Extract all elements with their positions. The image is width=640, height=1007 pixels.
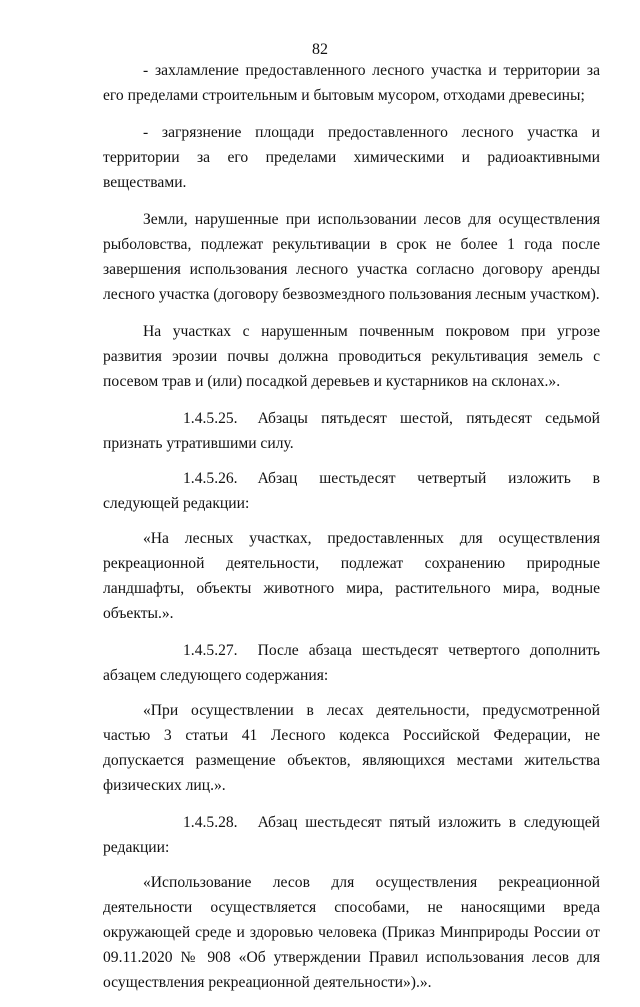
paragraph-recreation-methods: «Использование лесов для осуществления рекреационной деятельности осуществляется способами, не наносящими вреда окружающей среде и здоровью человека (Приказ Минприроды России от 09.11.2020 № 908 «Об утверждении Правил использования лесов для осуществления рекреационной деятельности»).». (103, 874, 600, 991)
clause-1-4-5-26 (103, 466, 600, 516)
clause-text: Абзац шестьдесят пятый изложить в следующей редакции: (103, 814, 600, 856)
clause-text: Абзац шестьдесят четвертый изложить в следующей редакции: (103, 470, 600, 512)
paragraph-recreation-landscapes: «На лесных участках, предоставленных для осуществления рекреационной деятельности, подлежат сохранению природные ландшафты, объекты животного мира, растительного мира, водные объекты.». (103, 530, 600, 622)
document-body (103, 58, 600, 1007)
clause-number: 1.4.5.25. (183, 410, 238, 427)
clause-1-4-5-25 (103, 406, 600, 456)
paragraph-fishing-land-recultivation: Земли, нарушенные при использовании лесов для осуществления рыболовства, подлежат рекультивации в срок не более 1 года после завершения использования лесного участка согласно договору аренды лесного участка (договору безвозмездного пользования лесным участком). (103, 211, 600, 303)
paragraph-erosion-recultivation: На участках с нарушенным почвенным покровом при угрозе развития эрозии почвы должна проводиться рекультивация земель с посевом трав и (или) посадкой деревьев и кустарников на склонах.». (103, 323, 600, 390)
clause-text: Абзацы пятьдесят шестой, пятьдесят седьмой признать утратившими силу. (103, 410, 600, 452)
paragraph-littering: - захламление предоставленного лесного участка и территории за его пределами строительным и бытовым мусором, отходами древесины; (103, 62, 600, 104)
page-number: 82 (312, 41, 328, 58)
paragraph-residence-prohibition: «При осуществлении в лесах деятельности, предусмотренной частью 3 статьи 41 Лесного кодекса Российской Федерации, не допускается размещение объектов, являющихся местами жительства физических лиц.». (103, 702, 600, 794)
clause-number: 1.4.5.26. (183, 470, 238, 487)
clause-1-4-5-28 (103, 810, 600, 860)
clause-1-4-5-27 (103, 638, 600, 688)
clause-text: После абзаца шестьдесят четвертого дополнить абзацем следующего содержания: (103, 642, 600, 684)
clause-number: 1.4.5.27. (183, 642, 238, 659)
paragraph-pollution: - загрязнение площади предоставленного лесного участка и территории за его пределами химическими и радиоактивными веществами. (103, 124, 600, 191)
clause-number: 1.4.5.28. (183, 814, 238, 831)
